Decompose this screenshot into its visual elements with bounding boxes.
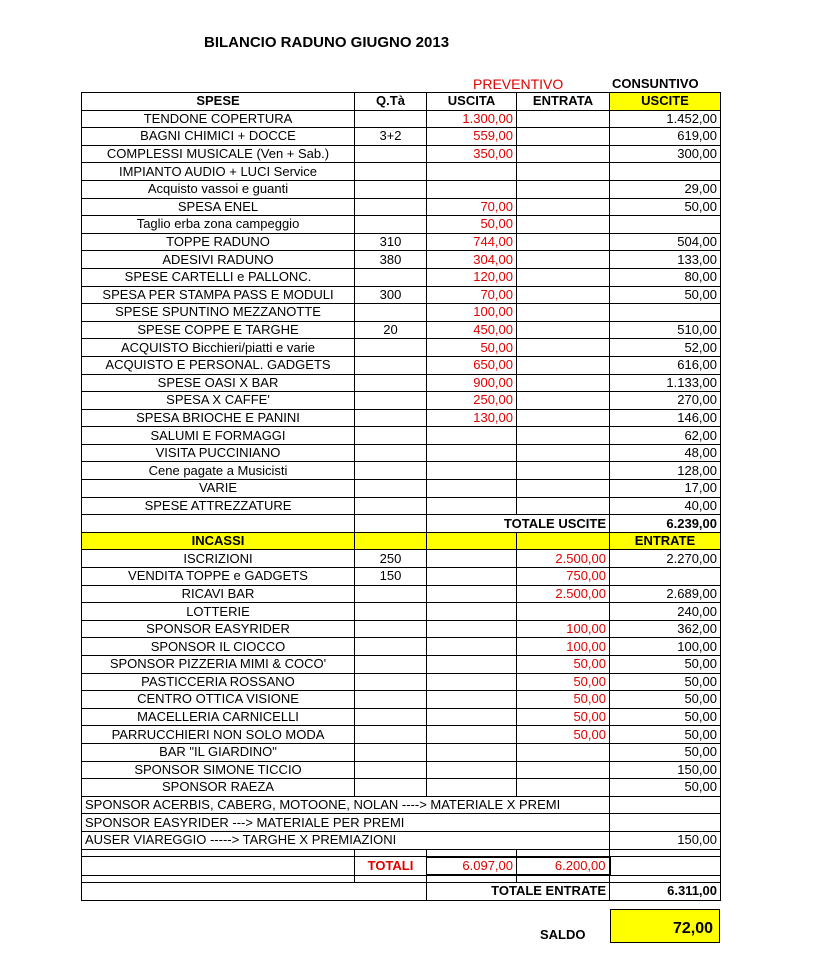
row-description: TOPPE RADUNO [82,233,355,251]
row-preventivo-entrata [517,268,610,286]
spese-row [82,110,721,128]
row-description: PASTICCERIA ROSSANO [82,673,355,691]
row-quantity [355,444,427,462]
row-quantity [355,145,427,163]
incassi-row [82,568,721,586]
header-uscite: USCITE [610,93,721,111]
row-quantity: 250 [355,550,427,568]
row-description: ACQUISTO Bicchieri/piatti e varie [82,339,355,357]
spese-row [82,198,721,216]
empty-cell [355,875,427,883]
incassi-row [82,761,721,779]
row-description: SPONSOR PIZZERIA MIMI & COCO' [82,656,355,674]
row-description: SPESA ENEL [82,198,355,216]
row-consuntivo: 62,00 [610,427,721,445]
row-preventivo-entrata [517,480,610,498]
row-quantity [355,180,427,198]
row-preventivo-uscita [427,427,517,445]
row-consuntivo: 1.133,00 [610,374,721,392]
spese-row [82,251,721,269]
row-preventivo-entrata [517,233,610,251]
row-quantity [355,761,427,779]
row-preventivo-uscita: 50,00 [427,216,517,234]
totale-entrate-row [82,883,721,901]
empty-cell [82,849,355,857]
row-quantity [355,691,427,709]
row-consuntivo: 80,00 [610,268,721,286]
spese-row [82,304,721,322]
row-quantity [355,673,427,691]
note-text: AUSER VIAREGGIO -----> TARGHE X PREMIAZIONI [82,831,610,849]
row-preventivo-entrata [517,374,610,392]
header-uscita: USCITA [427,93,517,111]
row-description: PARRUCCHIERI NON SOLO MODA [82,726,355,744]
row-preventivo-entrata: 50,00 [517,726,610,744]
row-consuntivo: 133,00 [610,251,721,269]
incassi-row [82,585,721,603]
row-preventivo-uscita [427,568,517,586]
spese-row [82,497,721,515]
spese-row [82,339,721,357]
row-consuntivo: 52,00 [610,339,721,357]
row-preventivo-entrata [517,603,610,621]
spese-row [82,216,721,234]
row-quantity [355,743,427,761]
empty-cell [82,857,355,876]
row-consuntivo: 150,00 [610,761,721,779]
incassi-row [82,743,721,761]
row-description: Taglio erba zona campeggio [82,216,355,234]
row-consuntivo: 50,00 [610,691,721,709]
row-preventivo-entrata [517,392,610,410]
row-description: RICAVI BAR [82,585,355,603]
row-description: COMPLESSI MUSICALE (Ven + Sab.) [82,145,355,163]
incassi-label: INCASSI [82,532,355,550]
spese-row [82,268,721,286]
row-quantity [355,268,427,286]
spese-row [82,356,721,374]
row-consuntivo: 2.689,00 [610,585,721,603]
row-quantity [355,216,427,234]
row-quantity [355,480,427,498]
empty-cell [610,875,721,883]
spese-row [82,286,721,304]
row-consuntivo [610,304,721,322]
row-consuntivo: 50,00 [610,708,721,726]
consuntivo-label: CONSUNTIVO [612,76,699,91]
preventivo-label: PREVENTIVO [473,76,564,92]
row-consuntivo: 270,00 [610,392,721,410]
spese-row [82,374,721,392]
row-preventivo-entrata [517,321,610,339]
row-preventivo-uscita: 70,00 [427,286,517,304]
row-description: SALUMI E FORMAGGI [82,427,355,445]
row-preventivo-uscita: 450,00 [427,321,517,339]
row-preventivo-entrata [517,304,610,322]
row-preventivo-entrata [517,286,610,304]
row-consuntivo: 50,00 [610,673,721,691]
row-preventivo-entrata [517,251,610,269]
row-preventivo-uscita: 120,00 [427,268,517,286]
row-consuntivo: 146,00 [610,409,721,427]
empty-cell [82,883,427,901]
totali-uscita: 6.097,00 [427,857,517,876]
spese-row [82,427,721,445]
row-preventivo-entrata [517,497,610,515]
row-description: SPESA BRIOCHE E PANINI [82,409,355,427]
row-quantity: 310 [355,233,427,251]
row-description: SPESE CARTELLI e PALLONC. [82,268,355,286]
empty-cell [517,532,610,550]
empty-cell [82,875,355,883]
row-description: ADESIVI RADUNO [82,251,355,269]
page-title: BILANCIO RADUNO GIUGNO 2013 [204,34,450,51]
empty-cell [427,532,517,550]
empty-cell [610,849,721,857]
row-quantity: 380 [355,251,427,269]
spese-row [82,128,721,146]
row-preventivo-uscita: 304,00 [427,251,517,269]
note-consuntivo [610,796,721,814]
row-preventivo-entrata [517,128,610,146]
row-preventivo-uscita [427,743,517,761]
row-consuntivo: 50,00 [610,779,721,797]
entrate-label: ENTRATE [610,532,721,550]
note-row [82,796,721,814]
empty-cell [517,849,610,857]
row-preventivo-entrata [517,198,610,216]
row-description: IMPIANTO AUDIO + LUCI Service [82,163,355,181]
row-preventivo-uscita [427,656,517,674]
row-quantity [355,656,427,674]
row-quantity [355,462,427,480]
row-quantity [355,409,427,427]
row-preventivo-entrata [517,444,610,462]
row-description: SPESA X CAFFE' [82,392,355,410]
row-consuntivo: 50,00 [610,286,721,304]
row-preventivo-entrata [517,145,610,163]
incassi-row [82,638,721,656]
empty-cell [427,849,517,857]
incassi-row [82,708,721,726]
row-quantity [355,638,427,656]
row-preventivo-uscita [427,726,517,744]
spese-row [82,462,721,480]
row-preventivo-uscita [427,550,517,568]
row-preventivo-uscita [427,585,517,603]
header-spese: SPESE [82,93,355,111]
row-consuntivo: 17,00 [610,480,721,498]
row-preventivo-uscita: 70,00 [427,198,517,216]
row-preventivo-uscita [427,462,517,480]
saldo-box [610,909,720,943]
row-preventivo-uscita [427,180,517,198]
row-consuntivo: 50,00 [610,743,721,761]
row-preventivo-entrata [517,163,610,181]
row-preventivo-entrata: 50,00 [517,656,610,674]
row-quantity [355,779,427,797]
row-preventivo-uscita [427,620,517,638]
spese-row [82,145,721,163]
row-preventivo-uscita [427,708,517,726]
saldo-label: SALDO [540,927,586,942]
row-preventivo-uscita [427,691,517,709]
row-preventivo-uscita [427,603,517,621]
row-description: LOTTERIE [82,603,355,621]
row-description: BAGNI CHIMICI + DOCCE [82,128,355,146]
row-preventivo-entrata [517,761,610,779]
header-entrata: ENTRATA [517,93,610,111]
row-preventivo-uscita: 744,00 [427,233,517,251]
row-description: SPESA PER STAMPA PASS E MODULI [82,286,355,304]
empty-cell [355,849,427,857]
row-description: Cene pagate a Musicisti [82,462,355,480]
blank-row [82,875,721,883]
spese-row [82,321,721,339]
note-consuntivo [610,814,721,832]
row-description: ISCRIZIONI [82,550,355,568]
row-description: SPESE SPUNTINO MEZZANOTTE [82,304,355,322]
header-qta: Q.Tà [355,93,427,111]
incassi-header-row [82,532,721,550]
row-preventivo-entrata: 50,00 [517,708,610,726]
row-consuntivo [610,568,721,586]
spese-row [82,409,721,427]
incassi-row [82,620,721,638]
row-description: SPESE OASI X BAR [82,374,355,392]
row-quantity [355,163,427,181]
note-row [82,831,721,849]
row-description: SPONSOR SIMONE TICCIO [82,761,355,779]
row-consuntivo: 50,00 [610,726,721,744]
row-preventivo-uscita [427,497,517,515]
row-consuntivo: 510,00 [610,321,721,339]
row-preventivo-uscita: 250,00 [427,392,517,410]
row-preventivo-uscita [427,163,517,181]
row-consuntivo: 2.270,00 [610,550,721,568]
empty-cell [355,532,427,550]
spese-row [82,233,721,251]
row-description: BAR "IL GIARDINO" [82,743,355,761]
incassi-row [82,673,721,691]
row-quantity [355,603,427,621]
row-preventivo-uscita: 130,00 [427,409,517,427]
row-description: SPONSOR IL CIOCCO [82,638,355,656]
row-preventivo-uscita: 100,00 [427,304,517,322]
row-description: VENDITA TOPPE e GADGETS [82,568,355,586]
row-preventivo-entrata [517,779,610,797]
row-preventivo-uscita [427,480,517,498]
row-consuntivo: 40,00 [610,497,721,515]
row-preventivo-uscita: 900,00 [427,374,517,392]
row-preventivo-uscita: 50,00 [427,339,517,357]
row-preventivo-uscita: 350,00 [427,145,517,163]
row-preventivo-uscita [427,673,517,691]
note-text: SPONSOR EASYRIDER ---> MATERIALE PER PREMI [82,814,610,832]
incassi-row [82,691,721,709]
row-preventivo-uscita [427,779,517,797]
row-description: SPONSOR EASYRIDER [82,620,355,638]
row-description: MACELLERIA CARNICELLI [82,708,355,726]
row-preventivo-entrata [517,216,610,234]
spese-row [82,180,721,198]
totale-entrate-label: TOTALE ENTRATE [427,883,610,901]
row-description: Acquisto vassoi e guanti [82,180,355,198]
row-consuntivo: 504,00 [610,233,721,251]
row-preventivo-entrata [517,462,610,480]
row-preventivo-uscita [427,761,517,779]
row-consuntivo: 48,00 [610,444,721,462]
row-consuntivo [610,216,721,234]
incassi-row [82,779,721,797]
note-row [82,814,721,832]
saldo-value: 72,00 [672,920,713,937]
row-consuntivo: 300,00 [610,145,721,163]
row-consuntivo: 50,00 [610,198,721,216]
spese-row [82,444,721,462]
row-quantity [355,304,427,322]
row-consuntivo: 1.452,00 [610,110,721,128]
totali-entrata: 6.200,00 [517,857,610,876]
row-quantity [355,110,427,128]
row-preventivo-entrata [517,427,610,445]
note-text: SPONSOR ACERBIS, CABERG, MOTOONE, NOLAN ----> MATERIALE X PREMI [82,796,610,814]
row-description: VARIE [82,480,355,498]
row-quantity: 20 [355,321,427,339]
row-consuntivo: 29,00 [610,180,721,198]
row-preventivo-uscita [427,638,517,656]
row-consuntivo: 616,00 [610,356,721,374]
row-preventivo-uscita: 650,00 [427,356,517,374]
row-quantity [355,427,427,445]
totale-uscite-row [82,515,721,533]
incassi-row [82,656,721,674]
row-description: VISITA PUCCINIANO [82,444,355,462]
row-description: SPONSOR RAEZA [82,779,355,797]
blank-row [82,849,721,857]
row-quantity [355,726,427,744]
incassi-row [82,726,721,744]
spese-row [82,163,721,181]
row-preventivo-entrata: 2.500,00 [517,550,610,568]
empty-cell [610,857,721,876]
row-preventivo-entrata: 100,00 [517,638,610,656]
bilancio-table [81,92,721,901]
row-quantity [355,585,427,603]
spese-row [82,392,721,410]
row-consuntivo: 619,00 [610,128,721,146]
row-description: ACQUISTO E PERSONAL. GADGETS [82,356,355,374]
empty-cell [517,875,610,883]
row-description: SPESE COPPE E TARGHE [82,321,355,339]
row-quantity [355,356,427,374]
row-preventivo-entrata [517,110,610,128]
totale-entrate-value: 6.311,00 [610,883,721,901]
empty-cell [427,875,517,883]
row-quantity: 3+2 [355,128,427,146]
row-quantity [355,374,427,392]
totale-uscite-label: TOTALE USCITE [427,515,610,533]
incassi-row [82,550,721,568]
spese-row [82,480,721,498]
row-preventivo-entrata [517,743,610,761]
row-quantity: 300 [355,286,427,304]
empty-cell [82,515,355,533]
incassi-row [82,603,721,621]
row-quantity: 150 [355,568,427,586]
totali-row [82,857,721,876]
totale-uscite-value: 6.239,00 [610,515,721,533]
row-consuntivo: 362,00 [610,620,721,638]
totali-label: TOTALI [355,857,427,876]
table-header-row [82,93,721,111]
row-preventivo-entrata: 750,00 [517,568,610,586]
row-preventivo-entrata [517,409,610,427]
row-consuntivo: 50,00 [610,656,721,674]
row-quantity [355,708,427,726]
row-preventivo-uscita: 1.300,00 [427,110,517,128]
row-preventivo-uscita: 559,00 [427,128,517,146]
row-quantity [355,497,427,515]
row-preventivo-entrata: 2.500,00 [517,585,610,603]
row-description: TENDONE COPERTURA [82,110,355,128]
row-description: SPESE ATTREZZATURE [82,497,355,515]
row-preventivo-entrata [517,356,610,374]
row-quantity [355,620,427,638]
row-consuntivo: 100,00 [610,638,721,656]
row-consuntivo [610,163,721,181]
row-quantity [355,392,427,410]
row-quantity [355,198,427,216]
row-preventivo-uscita [427,444,517,462]
row-preventivo-entrata: 100,00 [517,620,610,638]
row-preventivo-entrata: 50,00 [517,673,610,691]
row-consuntivo: 240,00 [610,603,721,621]
empty-cell [355,515,427,533]
row-description: CENTRO OTTICA VISIONE [82,691,355,709]
row-preventivo-entrata [517,180,610,198]
row-quantity [355,339,427,357]
row-preventivo-entrata: 50,00 [517,691,610,709]
row-preventivo-entrata [517,339,610,357]
note-consuntivo: 150,00 [610,831,721,849]
row-consuntivo: 128,00 [610,462,721,480]
